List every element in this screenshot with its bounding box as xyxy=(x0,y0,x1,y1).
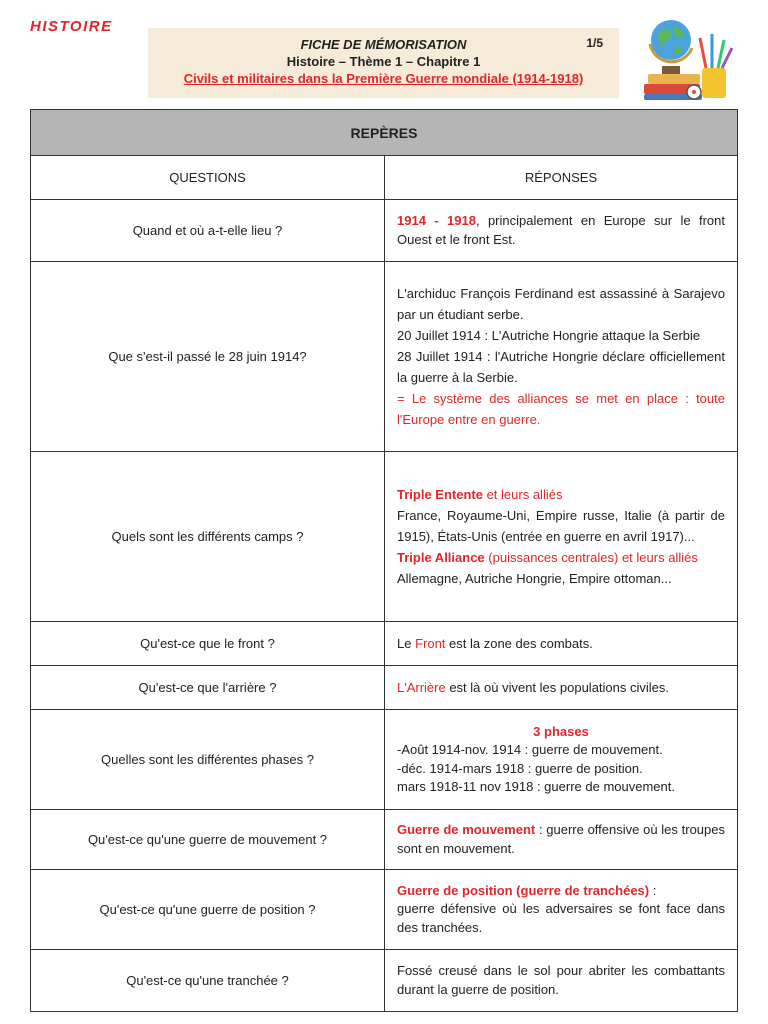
answer-text: : guerre offensive où les troupes sont en mouvement. xyxy=(397,822,725,856)
phases-heading: 3 phases xyxy=(533,723,589,739)
table-row xyxy=(31,710,738,810)
header-chapter: Civils et militaires dans la Première Guerre mondiale (1914-1918) xyxy=(183,71,584,86)
question-cell: Qu'est-ce qu'une tranchée ? xyxy=(31,950,385,1012)
subject-label: HISTOIRE xyxy=(30,18,113,35)
column-header-questions: QUESTIONS xyxy=(31,156,385,200)
reperes-table xyxy=(30,109,738,1012)
question-cell: Que s'est-il passé le 28 juin 1914? xyxy=(31,262,385,452)
camp-suffix: (puissances centrales) et leurs alliés xyxy=(484,550,698,565)
question-cell: Qu'est-ce qu'une guerre de position ? xyxy=(31,870,385,950)
question-cell: Qu'est-ce que l'arrière ? xyxy=(31,666,385,710)
phase-item: mars 1918-11 nov 1918 : guerre de mouvement. xyxy=(397,779,675,794)
table-row xyxy=(31,666,738,710)
phase-item: -Août 1914-nov. 1914 : guerre de mouvement. xyxy=(397,742,663,757)
camp-name: Triple Entente xyxy=(397,487,483,502)
answer-cell xyxy=(385,200,738,262)
question-cell: Qu'est-ce qu'une guerre de mouvement ? xyxy=(31,810,385,870)
answer-paragraph: 28 Juillet 1914 : l'Autriche Hongrie déclare officiellement la guerre à la Serbie. xyxy=(397,349,725,385)
answer-text: est là où vivent les populations civiles. xyxy=(445,680,670,695)
answer-text: : xyxy=(649,882,657,898)
phase-item: -déc. 1914-mars 1918 : guerre de position. xyxy=(397,760,643,776)
table-row xyxy=(31,452,738,622)
answer-cell xyxy=(385,622,738,666)
answer-highlight: Guerre de position (guerre de tranchées) xyxy=(397,882,650,898)
question-cell: Quand et où a-t-elle lieu ? xyxy=(31,200,385,262)
camp-members: France, Royaume-Uni, Empire russe, Italie (à partir de 1915), États-Unis (entrée en guerre en avril 1917)... xyxy=(397,508,725,544)
answer-cell xyxy=(385,452,738,622)
globe-books-pencils-icon xyxy=(636,8,736,104)
question-cell: Qu'est-ce que le front ? xyxy=(31,622,385,666)
camp-members: Allemagne, Autriche Hongrie, Empire ottoman... xyxy=(397,571,672,586)
answer-conclusion: = Le système des alliances se met en place : toute l'Europe entre en guerre. xyxy=(397,391,725,427)
camp-suffix: et leurs alliés xyxy=(482,487,563,502)
header-title: FICHE DE MÉMORISATION xyxy=(300,37,467,52)
camp-heading xyxy=(397,547,725,568)
table-row xyxy=(31,262,738,452)
header-subtitle: Histoire – Thème 1 – Chapitre 1 xyxy=(286,54,481,69)
answer-text: guerre défensive où les adversaires se font face dans des tranchées. xyxy=(397,901,725,935)
answer-cell xyxy=(385,262,738,452)
answer-cell: Fossé creusé dans le sol pour abriter les combattants durant la guerre de position. xyxy=(385,950,738,1012)
table-row xyxy=(31,622,738,666)
page-number: 1/5 xyxy=(586,36,603,50)
answer-cell xyxy=(385,666,738,710)
camp-name: Triple Alliance xyxy=(397,550,485,565)
table-row xyxy=(31,950,738,1012)
answer-text: , principalement en Europe sur le front Ouest et le front Est. xyxy=(397,213,725,247)
table-row xyxy=(31,810,738,870)
column-header-answers: RÉPONSES xyxy=(385,156,738,200)
answer-text: Le xyxy=(397,636,416,651)
answer-text: est la zone des combats. xyxy=(445,636,593,651)
answer-paragraph: 20 Juillet 1914 : L'Autriche Hongrie attaque la Serbie xyxy=(397,328,701,343)
section-header: REPÈRES xyxy=(31,110,738,156)
answer-highlight: L'Arrière xyxy=(397,680,446,695)
answer-cell xyxy=(385,870,738,950)
answer-cell xyxy=(385,810,738,870)
question-cell: Quelles sont les différentes phases ? xyxy=(31,710,385,810)
answer-highlight: Guerre de mouvement xyxy=(397,822,536,837)
answer-cell xyxy=(385,710,738,810)
question-cell: Quels sont les différents camps ? xyxy=(31,452,385,622)
answer-paragraph: L'archiduc François Ferdinand est assassiné à Sarajevo par un étudiant serbe. xyxy=(397,286,725,322)
table-row xyxy=(31,870,738,950)
answer-highlight: 1914 - 1918 xyxy=(397,213,476,228)
answer-highlight: Front xyxy=(415,636,446,651)
table-row xyxy=(31,200,738,262)
header-box xyxy=(148,28,619,98)
camp-heading xyxy=(397,484,725,505)
